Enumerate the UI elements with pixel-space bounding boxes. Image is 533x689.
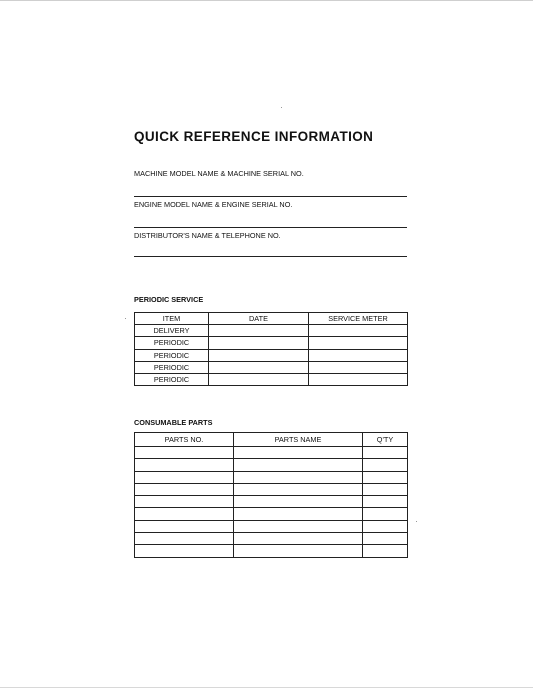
qty-cell[interactable] xyxy=(363,496,408,508)
parts-name-cell[interactable] xyxy=(234,496,363,508)
qty-cell[interactable] xyxy=(363,471,408,483)
qty-cell[interactable] xyxy=(363,508,408,520)
service-meter-cell[interactable] xyxy=(309,374,408,386)
parts-no-cell[interactable] xyxy=(135,520,234,532)
table-row xyxy=(135,361,408,373)
periodic-service-table xyxy=(134,312,408,386)
date-cell[interactable] xyxy=(209,374,309,386)
column-header-parts-name: PARTS NAME xyxy=(234,433,363,447)
parts-no-cell[interactable] xyxy=(135,471,234,483)
table-row xyxy=(135,349,408,361)
column-header-service-meter: SERVICE METER xyxy=(309,313,408,325)
engine-model-line[interactable] xyxy=(134,227,407,228)
table-row xyxy=(135,533,408,545)
scan-speck xyxy=(125,318,126,319)
column-header-parts-no: PARTS NO. xyxy=(135,433,234,447)
machine-model-line[interactable] xyxy=(134,196,407,197)
table-row xyxy=(135,520,408,532)
parts-name-cell[interactable] xyxy=(234,447,363,459)
qty-cell[interactable] xyxy=(363,447,408,459)
table-row xyxy=(135,459,408,471)
service-meter-cell[interactable] xyxy=(309,325,408,337)
table-header-row xyxy=(135,433,408,447)
item-cell: PERIODIC xyxy=(135,337,209,349)
table-row xyxy=(135,496,408,508)
periodic-service-heading: PERIODIC SERVICE xyxy=(134,295,204,304)
date-cell[interactable] xyxy=(209,361,309,373)
parts-name-cell[interactable] xyxy=(234,471,363,483)
item-cell: DELIVERY xyxy=(135,325,209,337)
parts-no-cell[interactable] xyxy=(135,508,234,520)
table-row xyxy=(135,337,408,349)
parts-no-cell[interactable] xyxy=(135,483,234,495)
date-cell[interactable] xyxy=(209,337,309,349)
consumable-parts-table xyxy=(134,432,408,558)
parts-no-cell[interactable] xyxy=(135,447,234,459)
service-meter-cell[interactable] xyxy=(309,361,408,373)
qty-cell[interactable] xyxy=(363,483,408,495)
parts-name-cell[interactable] xyxy=(234,533,363,545)
scan-speck xyxy=(416,521,417,522)
item-cell: PERIODIC xyxy=(135,374,209,386)
qty-cell[interactable] xyxy=(363,545,408,557)
qty-cell[interactable] xyxy=(363,459,408,471)
qty-cell[interactable] xyxy=(363,520,408,532)
distributor-line[interactable] xyxy=(134,256,407,257)
parts-name-cell[interactable] xyxy=(234,520,363,532)
item-cell: PERIODIC xyxy=(135,349,209,361)
date-cell[interactable] xyxy=(209,349,309,361)
scan-speck xyxy=(281,107,282,108)
machine-model-label: MACHINE MODEL NAME & MACHINE SERIAL NO. xyxy=(134,169,304,178)
service-meter-cell[interactable] xyxy=(309,349,408,361)
item-cell: PERIODIC xyxy=(135,361,209,373)
table-row xyxy=(135,374,408,386)
table-row xyxy=(135,447,408,459)
table-row xyxy=(135,545,408,557)
page-bottom-border xyxy=(0,687,533,688)
parts-name-cell[interactable] xyxy=(234,483,363,495)
engine-model-label: ENGINE MODEL NAME & ENGINE SERIAL NO. xyxy=(134,200,293,209)
parts-no-cell[interactable] xyxy=(135,459,234,471)
parts-no-cell[interactable] xyxy=(135,496,234,508)
table-header-row xyxy=(135,313,408,325)
consumable-parts-heading: CONSUMABLE PARTS xyxy=(134,418,213,427)
table-row xyxy=(135,471,408,483)
column-header-item: ITEM xyxy=(135,313,209,325)
table-row xyxy=(135,508,408,520)
qty-cell[interactable] xyxy=(363,533,408,545)
table-row xyxy=(135,325,408,337)
service-meter-cell[interactable] xyxy=(309,337,408,349)
date-cell[interactable] xyxy=(209,325,309,337)
parts-no-cell[interactable] xyxy=(135,533,234,545)
table-row xyxy=(135,483,408,495)
page-top-border xyxy=(0,0,533,1)
page-title: QUICK REFERENCE INFORMATION xyxy=(134,129,374,144)
parts-name-cell[interactable] xyxy=(234,508,363,520)
parts-name-cell[interactable] xyxy=(234,545,363,557)
parts-no-cell[interactable] xyxy=(135,545,234,557)
column-header-date: DATE xyxy=(209,313,309,325)
parts-name-cell[interactable] xyxy=(234,459,363,471)
column-header-qty: Q'TY xyxy=(363,433,408,447)
distributor-label: DISTRIBUTOR'S NAME & TELEPHONE NO. xyxy=(134,231,281,240)
